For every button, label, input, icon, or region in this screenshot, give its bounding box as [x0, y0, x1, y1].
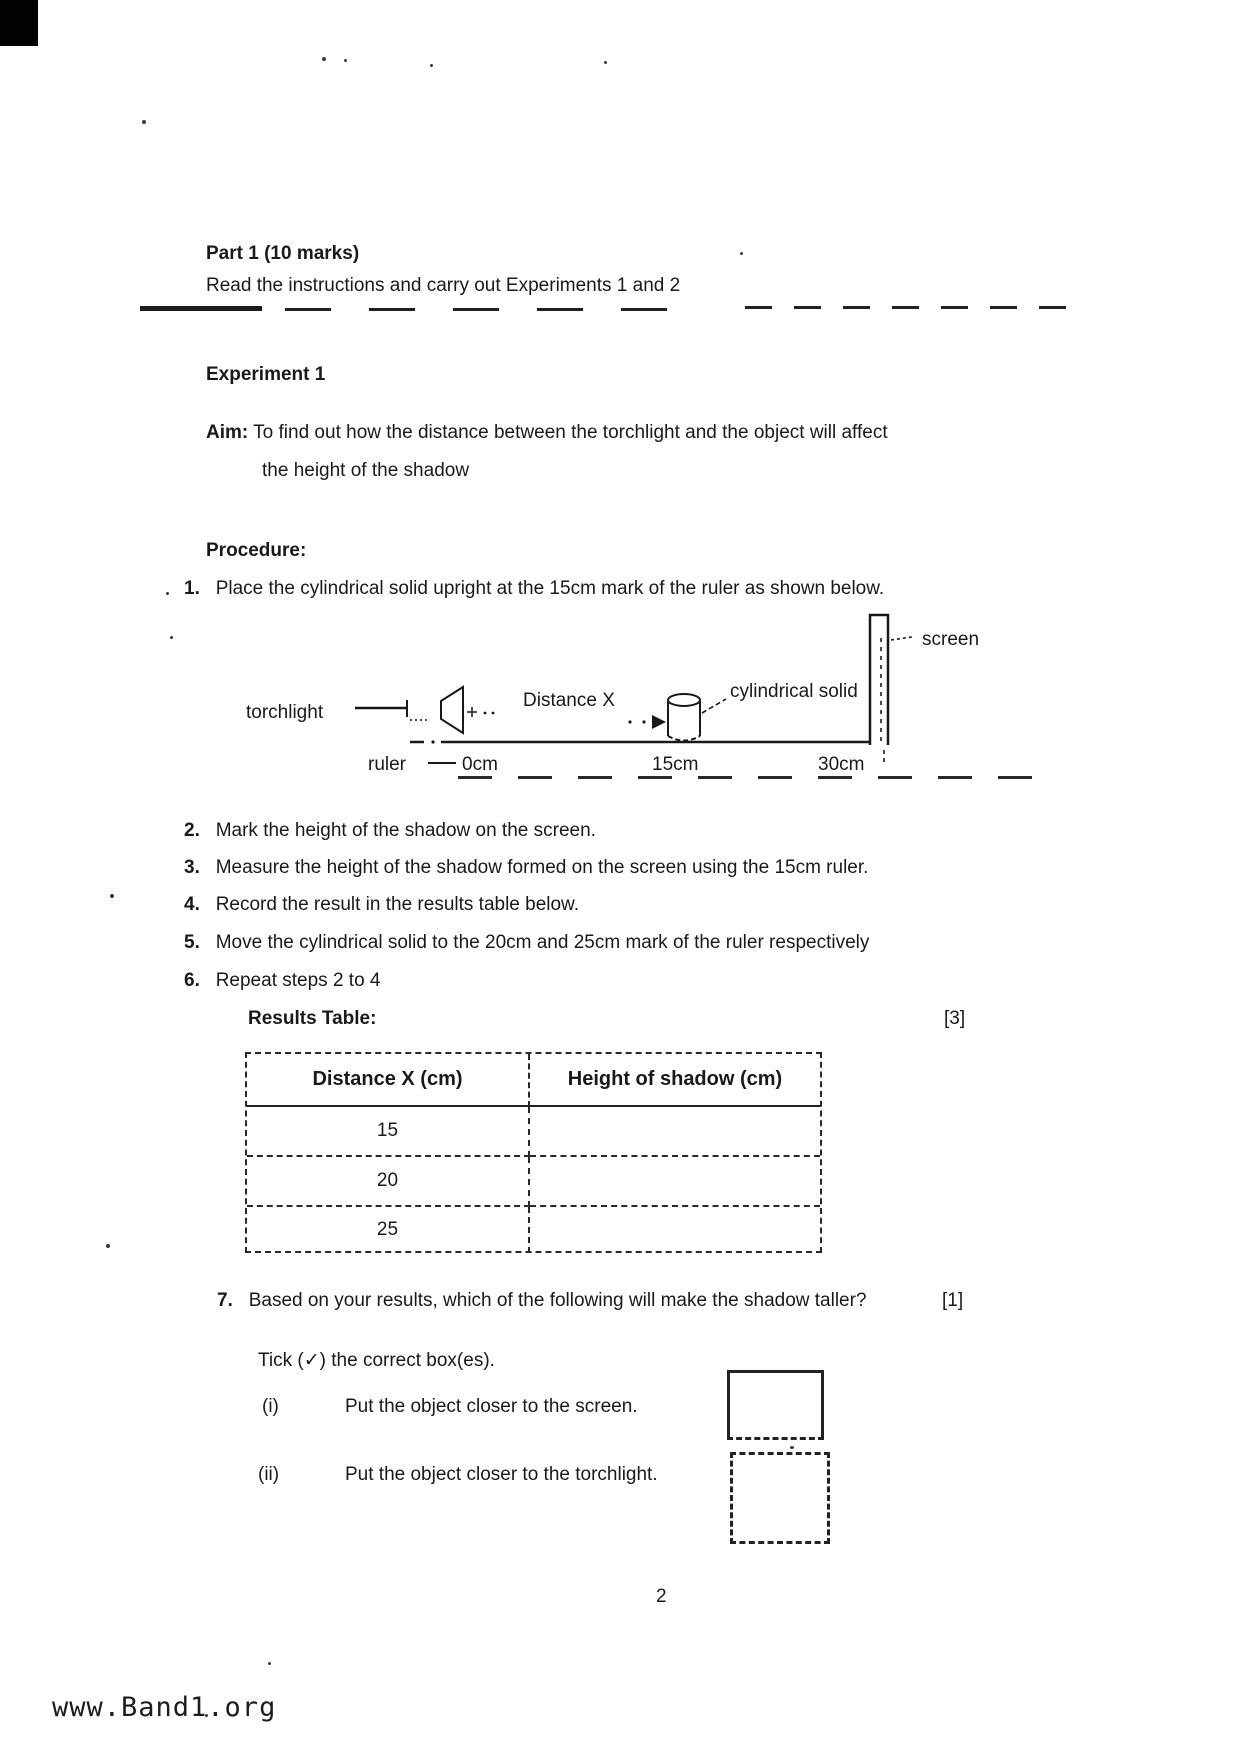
- scan-speck: [142, 120, 146, 124]
- aim-line-2: the height of the shadow: [262, 460, 470, 481]
- procedure-step: [184, 932, 869, 954]
- option-ii-number: (ii): [258, 1464, 280, 1485]
- watermark: www.Band1.org: [52, 1692, 277, 1723]
- diagram-label-15cm: 15cm: [652, 754, 699, 775]
- tick-instruction: Tick (✓) the correct box(es).: [258, 1350, 495, 1371]
- torch-icon: [355, 687, 494, 733]
- cylinder-icon: [668, 694, 700, 741]
- experiment-diagram: [200, 600, 1020, 790]
- option-i-text: Put the object closer to the screen.: [345, 1396, 638, 1417]
- table-cell-distance: 15: [247, 1107, 530, 1157]
- instructions-line: Read the instructions and carry out Experiments 1 and 2: [206, 275, 681, 296]
- diagram-label-cylindrical-solid: cylindrical solid: [730, 681, 858, 702]
- aim-text: To find out how the distance between the torchlight and the object will affect: [253, 422, 888, 443]
- diagram-label-distance-x: Distance X: [523, 690, 615, 711]
- step-text: Move the cylindrical solid to the 20cm and 25cm mark of the ruler respectively: [215, 932, 870, 953]
- option-ii-checkbox[interactable]: [730, 1452, 830, 1544]
- step-number: 6.: [184, 970, 200, 991]
- table-cell-height-answer[interactable]: [530, 1207, 820, 1253]
- separator-dashes: [745, 306, 1085, 309]
- diagram-label-30cm: 30cm: [818, 754, 865, 775]
- results-heading: Results Table:: [248, 1008, 377, 1029]
- screen-shape: [870, 615, 888, 764]
- question-text: Based on your results, which of the following will make the shadow taller?: [248, 1290, 867, 1311]
- part-title: Part 1 (10 marks): [206, 243, 360, 264]
- step-text: Measure the height of the shadow formed on the screen using the 15cm ruler.: [215, 857, 869, 878]
- question-number: 7.: [217, 1290, 233, 1311]
- scan-speck: [166, 592, 169, 595]
- experiment-title: Experiment 1: [206, 364, 326, 385]
- step-number: 5.: [184, 932, 200, 953]
- ruler-line: [410, 740, 870, 743]
- step-number: 4.: [184, 894, 200, 915]
- screen-leader-line: [891, 637, 912, 640]
- scan-speck: [790, 1446, 794, 1449]
- step-number: 1.: [184, 578, 200, 599]
- separator-segment: [140, 306, 262, 311]
- aim-label: Aim:: [206, 422, 249, 443]
- procedure-heading: Procedure:: [206, 540, 307, 561]
- diagram-label-screen: screen: [922, 629, 980, 650]
- scan-speck: [322, 57, 326, 61]
- option-i-checkbox[interactable]: [727, 1370, 824, 1440]
- question-7: [217, 1290, 867, 1312]
- table-cell-height-answer[interactable]: [530, 1107, 820, 1157]
- distance-arrow: [628, 715, 666, 729]
- separator-dashes: [285, 308, 705, 311]
- procedure-step: [184, 578, 884, 600]
- step-number: 3.: [184, 857, 200, 878]
- procedure-step: [184, 857, 868, 879]
- table-header-height: Height of shadow (cm): [530, 1054, 820, 1107]
- scan-speck: [110, 894, 114, 898]
- scan-speck: [604, 61, 607, 64]
- results-marks: [3]: [944, 1008, 966, 1029]
- step-text: Mark the height of the shadow on the screen.: [215, 820, 596, 841]
- option-ii-text: Put the object closer to the torchlight.: [345, 1464, 658, 1485]
- scan-speck: [268, 1662, 271, 1665]
- aim-line-1: [206, 422, 888, 444]
- option-i-number: (i): [262, 1396, 279, 1417]
- table-cell-height-answer[interactable]: [530, 1157, 820, 1207]
- cylinder-leader-line: [702, 699, 726, 713]
- table-cell-distance: 20: [247, 1157, 530, 1207]
- scan-speck: [106, 1244, 110, 1248]
- step-number: 2.: [184, 820, 200, 841]
- scan-artifact-line: [458, 776, 1058, 779]
- page-number: 2: [656, 1586, 667, 1607]
- procedure-step: [184, 894, 579, 916]
- step-text: Repeat steps 2 to 4: [215, 970, 381, 991]
- results-table: [245, 1052, 822, 1253]
- question-marks: [1]: [942, 1290, 964, 1311]
- scan-speck: [344, 59, 347, 62]
- diagram-label-ruler: ruler: [368, 754, 407, 775]
- table-cell-distance: 25: [247, 1207, 530, 1253]
- procedure-step: [184, 820, 596, 842]
- scan-speck: [170, 636, 173, 639]
- diagram-label-0cm: 0cm: [462, 754, 498, 775]
- scan-speck: [740, 252, 743, 255]
- step-text: Record the result in the results table below.: [215, 894, 580, 915]
- step-text: Place the cylindrical solid upright at the 15cm mark of the ruler as shown below.: [215, 578, 885, 599]
- procedure-step: [184, 970, 380, 992]
- table-header-distance: Distance X (cm): [247, 1054, 530, 1107]
- scan-artifact-corner: [0, 0, 38, 46]
- diagram-label-torchlight: torchlight: [246, 702, 324, 723]
- scan-speck: [430, 64, 433, 67]
